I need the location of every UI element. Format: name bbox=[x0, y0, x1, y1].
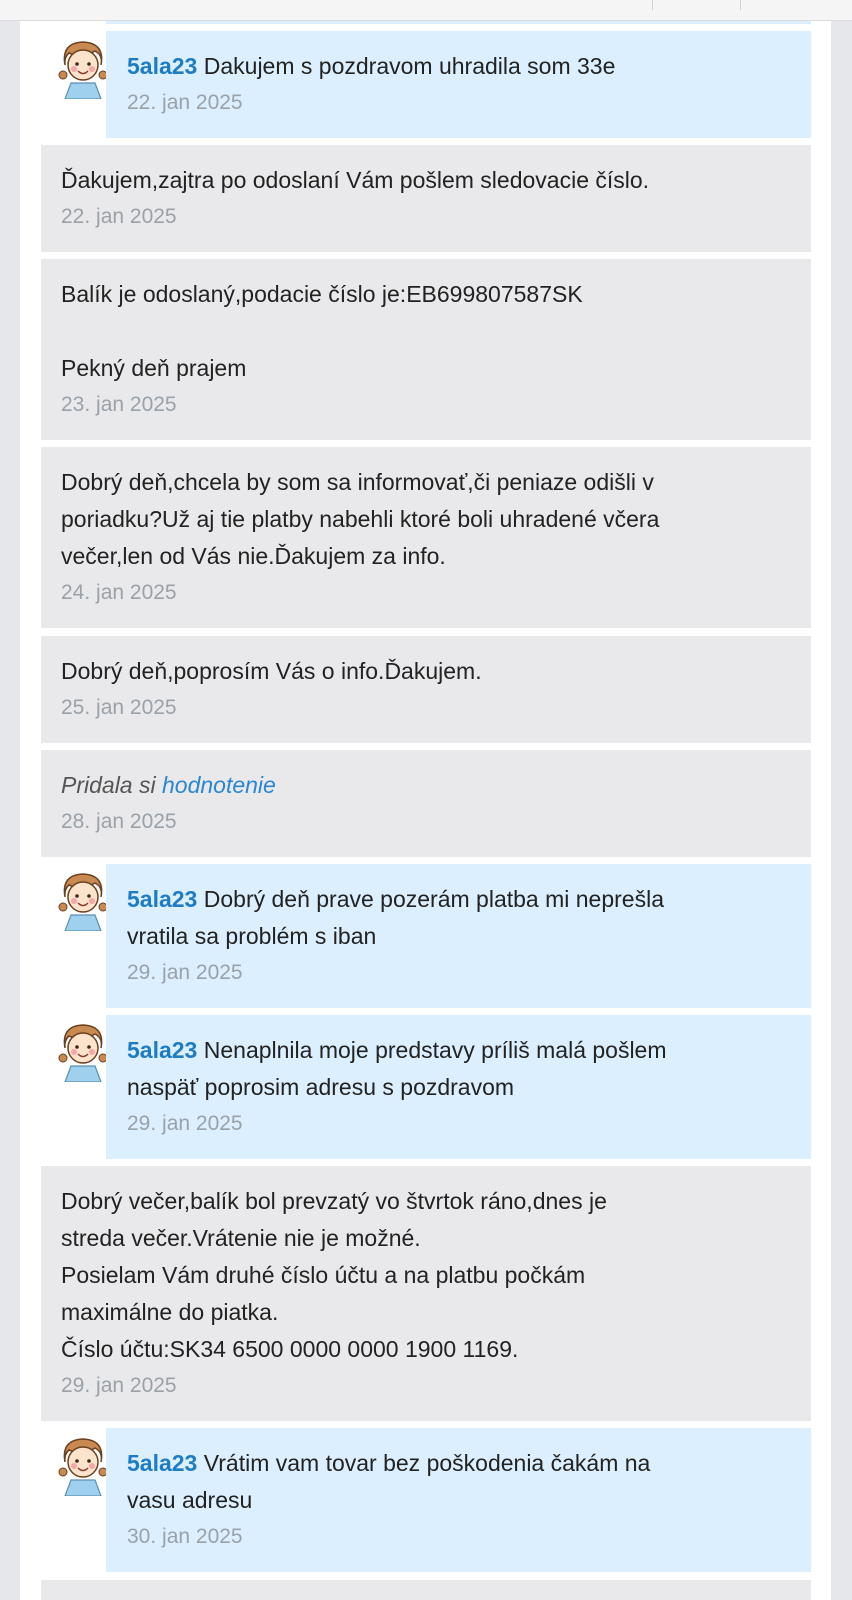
seller-message bbox=[41, 636, 811, 743]
message-text: Dobrý večer,balík bol prevzatý vo štvrtok ráno,dnes je streda večer.Vrátenie nie je možné. Posielam Vám druhé číslo účtu a na platbu počkám maximálne do piatka. Číslo účtu:SK34 6500 0000 0000 1900 1169. bbox=[61, 1188, 607, 1362]
message-date: 29. jan 2025 bbox=[127, 961, 243, 984]
top-bar bbox=[0, 0, 852, 21]
message-thread[interactable] bbox=[20, 0, 831, 1600]
rating-link[interactable]: hodnotenie bbox=[162, 772, 276, 798]
rating-notice bbox=[41, 750, 811, 857]
message-text: 5ala23 Dobrý deň prave pozerám platba mi neprešla vratila sa problém s iban bbox=[127, 886, 664, 949]
buyer-message bbox=[106, 864, 811, 1008]
seller-message bbox=[41, 447, 811, 628]
message-text: Ďakujem,zajtra po odoslaní Vám pošlem sledovacie číslo. bbox=[61, 167, 650, 193]
message-date: 29. jan 2025 bbox=[61, 1374, 177, 1397]
message-text: 5ala23 Dakujem s pozdravom uhradila som 33e bbox=[127, 53, 616, 79]
next-message-edge bbox=[41, 1580, 811, 1600]
buyer-message bbox=[106, 1428, 811, 1572]
seller-message bbox=[41, 259, 811, 440]
seller-message bbox=[41, 145, 811, 252]
message-date: 24. jan 2025 bbox=[61, 581, 177, 604]
message-text: 5ala23 Nenaplnila moje predstavy príliš malá pošlem naspäť poprosim adresu s pozdravom bbox=[127, 1037, 667, 1100]
username-link[interactable]: 5ala23 bbox=[127, 886, 198, 912]
username-link[interactable]: 5ala23 bbox=[127, 1450, 198, 1476]
message-text: Balík je odoslaný,podacie číslo je:EB699807587SK Pekný deň prajem bbox=[61, 281, 583, 381]
username-link[interactable]: 5ala23 bbox=[127, 1037, 198, 1063]
message-date: 28. jan 2025 bbox=[61, 810, 177, 833]
message-date: 22. jan 2025 bbox=[127, 91, 243, 114]
top-bar-divider bbox=[740, 0, 741, 10]
top-bar-divider bbox=[652, 0, 653, 10]
message-text: Dobrý deň,poprosím Vás o info.Ďakujem. bbox=[61, 658, 482, 684]
seller-message bbox=[41, 1166, 811, 1421]
message-date: 25. jan 2025 bbox=[61, 696, 177, 719]
message-text: 5ala23 Vrátim vam tovar bez poškodenia čakám na vasu adresu bbox=[127, 1450, 651, 1513]
buyer-message bbox=[106, 1015, 811, 1159]
message-date: 30. jan 2025 bbox=[127, 1525, 243, 1548]
username-link[interactable]: 5ala23 bbox=[127, 53, 198, 79]
buyer-message bbox=[106, 31, 811, 138]
message-date: 22. jan 2025 bbox=[61, 205, 177, 228]
message-date: 23. jan 2025 bbox=[61, 393, 177, 416]
message-text: Pridala si hodnotenie bbox=[61, 772, 276, 798]
message-text: Dobrý deň,chcela by som sa informovať,či peniaze odišli v poriadku?Už aj tie platby nabehli ktoré boli uhradené včera večer,len od Vás nie.Ďakujem za info. bbox=[61, 469, 660, 569]
message-date: 29. jan 2025 bbox=[127, 1112, 243, 1135]
